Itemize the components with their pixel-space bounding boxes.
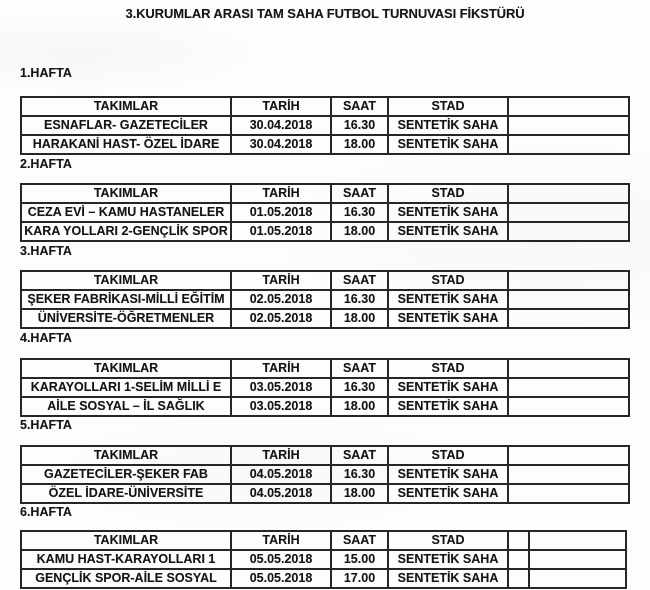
match-teams: GAZETECİLER-ŞEKER FAB [21,465,231,484]
match-date: 05.05.2018 [231,569,331,588]
match-stadium: SENTETİK SAHA [388,378,508,397]
col-header-date: TARİH [231,531,331,550]
match-teams: ESNAFLAR- GAZETECİLER [21,116,231,135]
col-header-stadium: STAD [388,359,508,378]
col-header-stadium: STAD [388,271,508,290]
fixture-table-week-1 [20,96,630,155]
week-4-label: 4.HAFTA [20,331,72,345]
match-teams: KAMU HAST-KARAYOLLARI 1 [21,550,231,569]
col-header-empty [529,531,626,550]
col-header-teams: TAKIMLAR [21,446,231,465]
week-2-label: 2.HAFTA [20,157,72,171]
table-header-row [21,184,629,203]
table-header-row [21,271,629,290]
table-header-row [21,446,629,465]
col-header-empty [508,359,629,378]
col-header-time: SAAT [331,97,388,116]
col-header-time: SAAT [331,531,388,550]
empty-cell-narrow [508,569,529,588]
match-stadium: SENTETİK SAHA [388,203,508,222]
empty-cell [508,397,629,416]
match-teams: GENÇLİK SPOR-AİLE SOSYAL [21,569,231,588]
match-date: 30.04.2018 [231,135,331,154]
col-header-teams: TAKIMLAR [21,359,231,378]
col-header-empty [508,446,629,465]
empty-cell [508,484,629,503]
col-header-stadium: STAD [388,184,508,203]
match-row [21,290,629,309]
match-time: 15.00 [331,550,388,569]
week-6-label: 6.HAFTA [20,505,72,519]
col-header-stadium: STAD [388,446,508,465]
match-stadium: SENTETİK SAHA [388,309,508,328]
match-date: 05.05.2018 [231,550,331,569]
col-header-empty [508,97,629,116]
empty-cell [508,222,629,241]
match-time: 16.30 [331,465,388,484]
match-row [21,116,629,135]
fixture-table-week-6 [20,530,627,589]
match-time: 18.00 [331,484,388,503]
table-header-row [21,97,629,116]
match-stadium: SENTETİK SAHA [388,135,508,154]
match-stadium: SENTETİK SAHA [388,550,508,569]
col-header-date: TARİH [231,184,331,203]
match-time: 16.30 [331,116,388,135]
empty-cell [508,465,629,484]
col-header-date: TARİH [231,271,331,290]
match-date: 02.05.2018 [231,290,331,309]
match-time: 18.00 [331,309,388,328]
col-header-teams: TAKIMLAR [21,531,231,550]
col-header-time: SAAT [331,446,388,465]
match-stadium: SENTETİK SAHA [388,222,508,241]
empty-cell [508,116,629,135]
match-time: 17.00 [331,569,388,588]
match-time: 16.30 [331,290,388,309]
col-header-teams: TAKIMLAR [21,184,231,203]
table-header-row [21,531,626,550]
match-time: 18.00 [331,135,388,154]
col-header-stadium: STAD [388,97,508,116]
match-row [21,378,629,397]
match-date: 03.05.2018 [231,378,331,397]
fixture-table-week-5 [20,445,630,504]
empty-cell [529,550,626,569]
week-1-label: 1.HAFTA [20,66,72,80]
match-teams: ÖZEL İDARE-ÜNİVERSİTE [21,484,231,503]
empty-cell [508,135,629,154]
table-header-row [21,359,629,378]
col-header-time: SAAT [331,184,388,203]
col-header-teams: TAKIMLAR [21,97,231,116]
col-header-stadium: STAD [388,531,508,550]
fixture-table-week-4 [20,358,630,417]
col-header-time: SAAT [331,359,388,378]
empty-cell [508,309,629,328]
col-header-date: TARİH [231,359,331,378]
match-date: 03.05.2018 [231,397,331,416]
match-row [21,484,629,503]
match-teams: KARAYOLLARI 1-SELİM MİLLİ E [21,378,231,397]
match-stadium: SENTETİK SAHA [388,569,508,588]
col-header-date: TARİH [231,446,331,465]
empty-cell [508,378,629,397]
match-row [21,222,629,241]
match-stadium: SENTETİK SAHA [388,116,508,135]
match-date: 01.05.2018 [231,222,331,241]
empty-cell [508,203,629,222]
match-stadium: SENTETİK SAHA [388,290,508,309]
match-teams: ÜNİVERSİTE-ÖĞRETMENLER [21,309,231,328]
match-date: 02.05.2018 [231,309,331,328]
empty-cell [508,290,629,309]
match-teams: KARA YOLLARI 2-GENÇLİK SPOR [21,222,231,241]
match-row [21,203,629,222]
week-5-label: 5.HAFTA [20,418,72,432]
week-3-label: 3.HAFTA [20,244,72,258]
match-row [21,309,629,328]
match-date: 30.04.2018 [231,116,331,135]
empty-cell [529,569,626,588]
empty-cell-narrow [508,550,529,569]
match-time: 18.00 [331,397,388,416]
match-date: 04.05.2018 [231,465,331,484]
match-row [21,135,629,154]
match-date: 01.05.2018 [231,203,331,222]
match-time: 18.00 [331,222,388,241]
col-header-empty-narrow [508,531,529,550]
match-row [21,550,626,569]
match-teams: ŞEKER FABRİKASI-MİLLİ EĞİTİM [21,290,231,309]
col-header-time: SAAT [331,271,388,290]
col-header-empty [508,271,629,290]
match-teams: HARAKANİ HAST- ÖZEL İDARE [21,135,231,154]
match-stadium: SENTETİK SAHA [388,397,508,416]
col-header-date: TARİH [231,97,331,116]
match-time: 16.30 [331,203,388,222]
match-row [21,397,629,416]
page-title: 3.KURUMLAR ARASI TAM SAHA FUTBOL TURNUVASI FİKSTÜRÜ [125,6,525,21]
match-row [21,569,626,588]
match-stadium: SENTETİK SAHA [388,484,508,503]
match-teams: CEZA EVİ – KAMU HASTANELER [21,203,231,222]
match-time: 16.30 [331,378,388,397]
match-row [21,465,629,484]
match-date: 04.05.2018 [231,484,331,503]
col-header-teams: TAKIMLAR [21,271,231,290]
match-stadium: SENTETİK SAHA [388,465,508,484]
match-teams: AİLE SOSYAL – İL SAĞLIK [21,397,231,416]
col-header-empty [508,184,629,203]
fixture-table-week-2 [20,183,630,242]
fixture-table-week-3 [20,270,630,329]
